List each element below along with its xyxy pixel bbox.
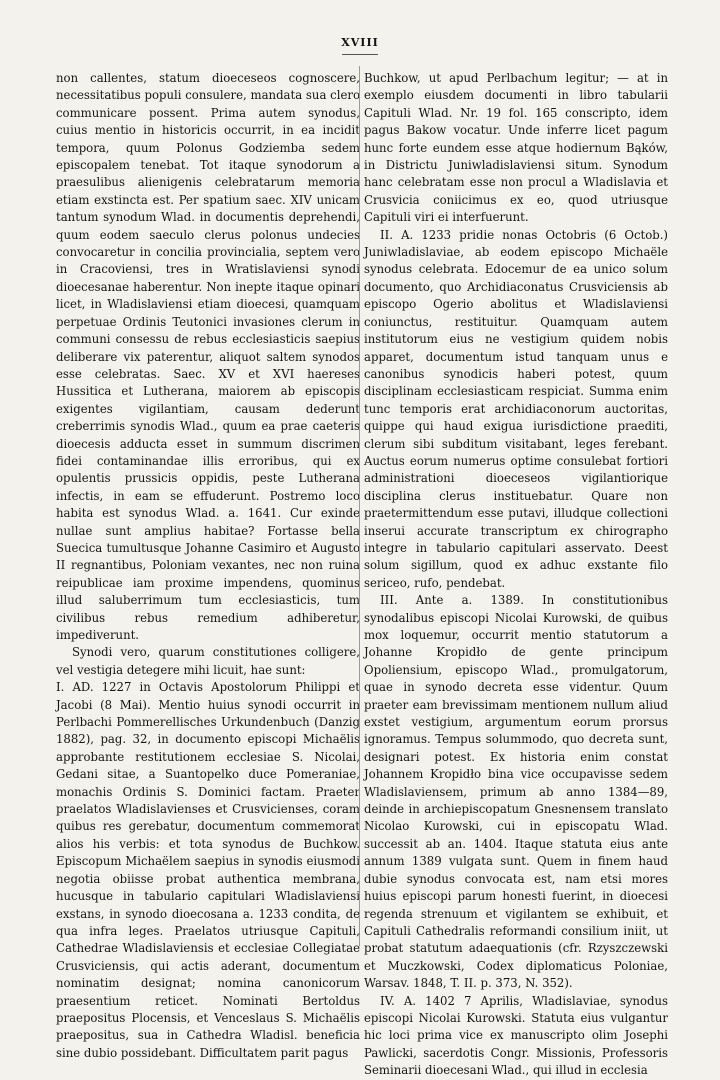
- column-divider: [359, 66, 360, 946]
- paragraph: IV. A. 1402 7 Aprilis, Wladislaviae, synodus episcopi Nicolai Kurowski. Statuta eius vulgantur hic loci prima vice ex manuscripto olim Josephi Pawlicki, sacerdotis Congr. Missionis, Professoris Seminarii dioecesani Wlad., qui illud in ecclesia: [364, 993, 668, 1078]
- page-number-rule: [342, 54, 378, 55]
- paragraph: II. A. 1233 pridie nonas Octobris (6 Octob.) Juniwladislaviae, ab eodem episcopo Michaële synodus celebrata. Edocemur de ea unico solum documento, quo Archidiaconatus Crusviciensis ab episcopo Ogerio abolitus et Wladislaviensi coniunctus, restituitur. Quamquam autem institutorum eius ne vestigium quidem nobis apparet, documentum istud tanquam unus e canonibus synodicis haberi potest, quum disciplinam ecclesiasticam respiciat. Summa enim tunc temporis erat archidiaconorum auctoritas, quippe qui haud exigua iurisdictione praediti, clerum sibi subditum visitabant, leges ferebant. Auctus eorum numerus optime consulebat fortiori administrationi dioeceseos vigilantiorique disciplina clerus instituebatur. Quare non praetermittendum esse putavi, illudque collectioni inserui accurate transcriptum ex chirographo integre in tabulario capitulari asservato. Deest solum sigillum, quod ex adhuc exstante filo sericeo, rufo, pendebat.: [364, 227, 668, 590]
- paragraph: I. AD. 1227 in Octavis Apostolorum Philippi et Jacobi (8 Mai). Mentio huius synodi occurrit in Perlbachi Pommerellisches Urkundenbuch (Danzig 1882), pag. 32, in documento episcopi Michaëlis approbante restitutionem ecclesiae S. Nicolai, Gedani sitae, a Suantopelko duce Pomeraniae, monachis Ordinis S. Dominici factam. Praeter praelatos Wladislavienses et Crusvicienses, coram quibus res gerebatur, documentum commemorat alios his verbis: et tota synodus de Buchkow. Episcopum Michaëlem saepius in synodis eiusmodi negotia obiisse probat authentica membrana, hucusque in tabulario capitulari Wladislaviensi exstans, in synodo dioecosana a. 1233 condita, de qua infra leges. Praelatos utriusque Capituli, Cathedrae Wladislaviensis et ecclesiae Collegiatae Crusviciensis, qui actis aderant, documentum nominatim designat; nomina canonicorum praesentium reticet. Nominati Bertoldus praepositus Plocensis, et Venceslaus S. Michaëlis praepositus, sua in Cathedra Wladisl. beneficia sine dubio possidebant. Difficultatem parit pagus: [56, 680, 360, 1060]
- page-number: XVIII: [341, 36, 379, 49]
- paragraph: Buchkow, ut apud Perlbachum legitur; — at in exemplo eiusdem documenti in libro tabularii Capituli Wlad. Nr. 19 fol. 165 conscripto, idem pagus Bakow vocatur. Unde inferre licet pagum hunc forte eundem esse atque hodiernum Bąków, in Districtu Juniwladislaviensi situm. Synodum hanc celebratam esse non procul a Wladislavia et Crusvicia coniicimus ex eo, quod utriusque Capituli viri ei interfuerunt.: [364, 71, 668, 225]
- right-column: [364, 70, 668, 1080]
- paragraph: non callentes, statum dioeceseos cognoscere, necessitatibus populi consulere, mandata sua clero communicare possent. Prima autem synodus, cuius mentio in historicis occurrit, in ea incidit tempora, quum Polonus Godziemba sedem episcopalem tenebat. Tot itaque synodorum a praesulibus alienigenis celebratarum memoria etiam exstincta est. Per spatium saec. XIV unicam tantum synodum Wlad. in documentis deprehendi, quum eodem saeculo clerus polonus undecies convocaretur in concilia provincialia, septem vero in Cracoviensi, tres in Wratislaviensi synodi dioecesanae haberentur. Non inepte itaque opinari licet, in Wladislaviensi etiam dioecesi, quamquam perpetuae Ordinis Teutonici invasiones clerum in communi consessu de rebus ecclesiasticis saepius deliberare vix paterentur, aliquot saltem synodos esse celebratas. Saec. XV et XVI haereses Hussitica et Lutherana, maiorem ab episcopis exigentes vigilantiam, causam dederunt creberrimis synodis Wlad., quum ea prae caeteris dioecesis adducta esset in summum discrimen fidei contaminandae illis erroribus, qui ex opulentis prussicis oppidis, peste Lutherana infectis, in eam se effuderunt. Postremo loco habita est synodus Wlad. a. 1641. Cur exinde nullae sunt amplius habitae? Fortasse bella Suecica tumultusque Johanne Casimiro et Augusto II regnantibus, Poloniam vexantes, nec non ruina reipublicae iam proxime impendens, quominus illud saluberrimum tum ecclesiasticis, tum civilibus rebus remedium adhiberetur, impediverunt.: [56, 71, 360, 642]
- left-column: [56, 70, 360, 1062]
- paragraph: III. Ante a. 1389. In constitutionibus synodalibus episcopi Nicolai Kurowski, de quibus mox loquemur, occurrit mentio statutorum a Johanne Kropidło de gente principum Opoliensium, episcopo Wlad., promulgatorum, quae in synodo decreta esse videntur. Quum praeter eam brevissimam mentionem nullum aliud exstet vestigium, argumentum eorum prorsus ignoramus. Tempus solummodo, quo decreta sunt, designari potest. Ex historia enim constat Johannem Kropidło bina vice occupavisse sedem Wladislaviensem, primum ab anno 1384—89, deinde in archiepiscopatum Gnesnensem translato Nicolao Kurowski, cui in episcopatu Wlad. successit ab an. 1404. Itaque statuta eius ante annum 1389 vulgata sunt. Quem in finem haud dubie synodus convocata est, nam etsi mores huius episcopi parum honesti fuerint, in dioecesi regenda strenuum et vigilantem se exhibuit, et Capituli Cathedralis reformandi consilium iniit, ut probat statutum adaequationis (cfr. Rzyszczewski et Muczkowski, Codex diplomaticus Poloniae, Warsav. 1848, T. II. p. 373, N. 352).: [364, 593, 668, 991]
- paragraph: Synodi vero, quarum constitutiones colligere, vel vestigia detegere mihi licuit, hae sunt:: [56, 645, 360, 677]
